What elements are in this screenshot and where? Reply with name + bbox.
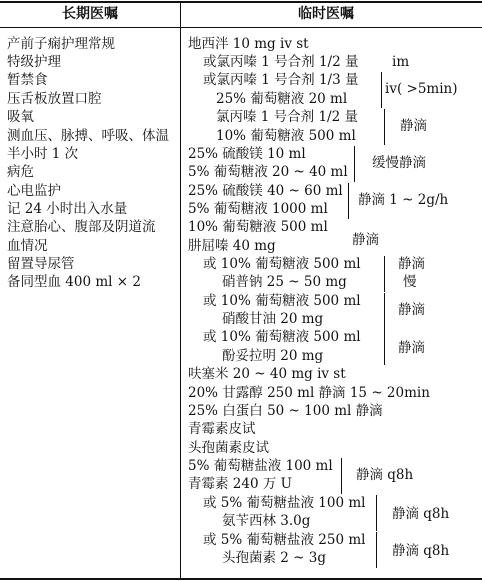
table-top-rule: [0, 1, 482, 3]
order-route: 慢: [403, 274, 417, 290]
bracket-line: [341, 458, 342, 494]
temporary-order: 肼屈嗪 40 mg: [188, 238, 276, 254]
header-temporary: 临时医嘱: [298, 6, 354, 22]
header-long-term: 长期医嘱: [62, 6, 118, 22]
order-route: 静滴: [352, 232, 379, 248]
temporary-order: 氨苄西林 3.0g: [222, 513, 311, 529]
order-route: 静滴: [398, 302, 425, 318]
order-route: iv( >5min): [385, 81, 458, 97]
long-term-order: 留置导尿管: [7, 256, 75, 272]
temporary-order: 地西泮 10 mg iv st: [188, 36, 309, 52]
temporary-order: 25% 硫酸镁 40 ~ 60 ml: [188, 183, 343, 199]
order-route: 缓慢静滴: [372, 155, 426, 171]
temporary-order: 或 5% 葡萄糖盐液 250 ml: [203, 532, 366, 548]
temporary-order: 10% 葡萄糖液 500 ml: [188, 219, 328, 235]
order-route: 静滴 q8h: [356, 467, 414, 483]
long-term-order: 暂禁食: [7, 72, 48, 88]
temporary-order: 呋塞米 20 ~ 40 mg iv st: [188, 366, 346, 382]
long-term-order: 病危: [7, 164, 34, 180]
table-bottom-rule: [0, 578, 482, 580]
temporary-order: 或氯丙嗪 1 号合剂 1/2 量: [203, 54, 359, 70]
header-rule: [0, 27, 482, 28]
order-route: 静滴 1 ~ 2g/h: [358, 192, 449, 208]
temporary-order: 25% 葡萄糖液 20 ml: [216, 91, 348, 107]
bracket-line: [376, 532, 377, 568]
bracket-line: [376, 495, 377, 531]
temporary-order: 或 5% 葡萄糖盐液 100 ml: [203, 495, 366, 511]
temporary-order: 头孢菌素 2 ~ 3g: [222, 550, 327, 566]
bracket-line: [384, 329, 385, 365]
temporary-order: 25% 白蛋白 50 ~ 100 ml 静滴: [188, 403, 383, 419]
temporary-order: 氯丙嗪 1 号合剂 1/2 量: [216, 109, 358, 125]
bracket-line: [384, 256, 385, 292]
temporary-order: 或 10% 葡萄糖液 500 ml: [203, 329, 361, 345]
bracket-line: [348, 183, 349, 219]
temporary-order: 或氯丙嗪 1 号合剂 1/3 量: [203, 72, 359, 88]
long-term-order: 压舌板放置口腔: [7, 91, 102, 107]
temporary-order: 硝酸甘油 20 mg: [222, 311, 324, 327]
temporary-order: 头孢菌素皮试: [188, 440, 269, 456]
long-term-order: 心电监护: [7, 183, 61, 199]
order-route: im: [392, 54, 410, 70]
long-term-order: 特级护理: [7, 54, 61, 70]
temporary-order: 或 10% 葡萄糖液 500 ml: [203, 256, 361, 272]
long-term-order: 产前子痫护理常规: [7, 36, 115, 52]
long-term-order: 吸氧: [7, 109, 34, 125]
temporary-order: 青霉素 240 万 U: [188, 476, 293, 492]
order-route: 静滴 q8h: [392, 543, 450, 559]
order-route: 静滴: [398, 256, 425, 272]
column-divider: [180, 1, 181, 579]
order-route: 静滴: [398, 340, 425, 356]
long-term-order: 血情况: [7, 238, 48, 254]
long-term-order: 注意胎心、腹部及阴道流: [7, 219, 156, 235]
temporary-order: 20% 甘露醇 250 ml 静滴 15 ~ 20min: [188, 385, 430, 401]
temporary-order: 或 10% 葡萄糖液 500 ml: [203, 293, 361, 309]
bracket-line: [354, 146, 355, 182]
bracket-line: [384, 109, 385, 145]
long-term-order: 记 24 小时出入水量: [7, 201, 128, 217]
long-term-order: 备同型血 400 ml × 2: [7, 274, 141, 290]
long-term-order: 半小时 1 次: [7, 146, 79, 162]
order-route: 静滴 q8h: [392, 506, 450, 522]
temporary-order: 5% 葡萄糖液 20 ~ 40 ml: [188, 164, 348, 180]
temporary-order: 10% 葡萄糖液 500 ml: [216, 128, 356, 144]
temporary-order: 硝普钠 25 ~ 50 mg: [222, 274, 347, 290]
order-route: 静滴: [400, 118, 427, 134]
temporary-order: 5% 葡萄糖盐液 100 ml: [188, 458, 333, 474]
temporary-order: 青霉素皮试: [188, 421, 256, 437]
temporary-order: 5% 葡萄糖液 1000 ml: [188, 201, 328, 217]
long-term-order: 测血压、脉搏、呼吸、体温: [7, 128, 169, 144]
bracket-line: [384, 293, 385, 329]
temporary-order: 25% 硫酸镁 10 ml: [188, 146, 306, 162]
temporary-order: 酚妥拉明 20 mg: [222, 348, 324, 364]
bracket-line: [381, 72, 382, 108]
